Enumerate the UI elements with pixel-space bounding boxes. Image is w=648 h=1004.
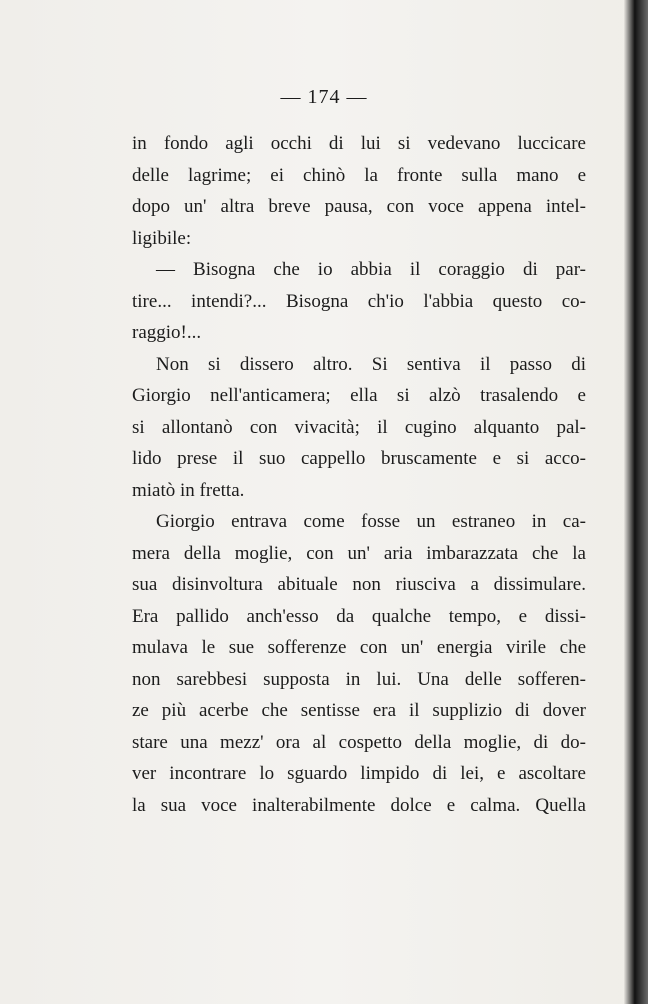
page-edge-shadow (624, 0, 648, 1004)
page-number: — 174 — (280, 86, 368, 108)
text-line: la sua voce inalterabilmente dolce e calma. Quella (132, 794, 586, 816)
text-line: lido prese il suo cappello bruscamente e si acco- (132, 448, 586, 469)
text-line: Non si dissero altro. Si sentiva il passo di (156, 353, 586, 375)
text-line: — Bisogna che io abbia il coraggio di par- (156, 259, 586, 280)
text-line: tire... intendi?... Bisogna ch'io l'abbia questo co- (132, 290, 586, 312)
text-line: non sarebbesi supposta in lui. Una delle sofferen- (132, 668, 586, 690)
text-line: ver incontrare lo sguardo limpido di lei, e ascoltare (132, 763, 586, 784)
text-line: sua disinvoltura abituale non riusciva a dissimulare. (132, 574, 586, 595)
text-line: Era pallido anch'esso da qualche tempo, e dissi- (132, 605, 586, 627)
text-line: mera della moglie, con un' aria imbarazzata che la (132, 542, 586, 564)
body-text (132, 128, 586, 821)
text-line: mulava le sue sofferenze con un' energia virile che (132, 637, 586, 658)
text-line: stare una mezz' ora al cospetto della moglie, di do- (132, 731, 586, 753)
text-line: delle lagrime; ei chinò la fronte sulla mano e (132, 164, 586, 186)
text-line: ligibile: (132, 227, 192, 249)
text-line: Giorgio nell'anticamera; ella si alzò trasalendo e (132, 385, 586, 406)
text-line: ze più acerbe che sentisse era il supplizio di dover (132, 700, 586, 721)
text-line: in fondo agli occhi di lui si vedevano luccicare (132, 133, 586, 154)
text-line: raggio!... (132, 322, 202, 343)
text-line: dopo un' altra breve pausa, con voce appena intel- (132, 196, 586, 217)
text-line: Giorgio entrava come fosse un estraneo in ca- (156, 511, 586, 532)
text-line: si allontanò con vivacità; il cugino alquanto pal- (132, 416, 586, 438)
text-line: miatò in fretta. (132, 479, 245, 501)
